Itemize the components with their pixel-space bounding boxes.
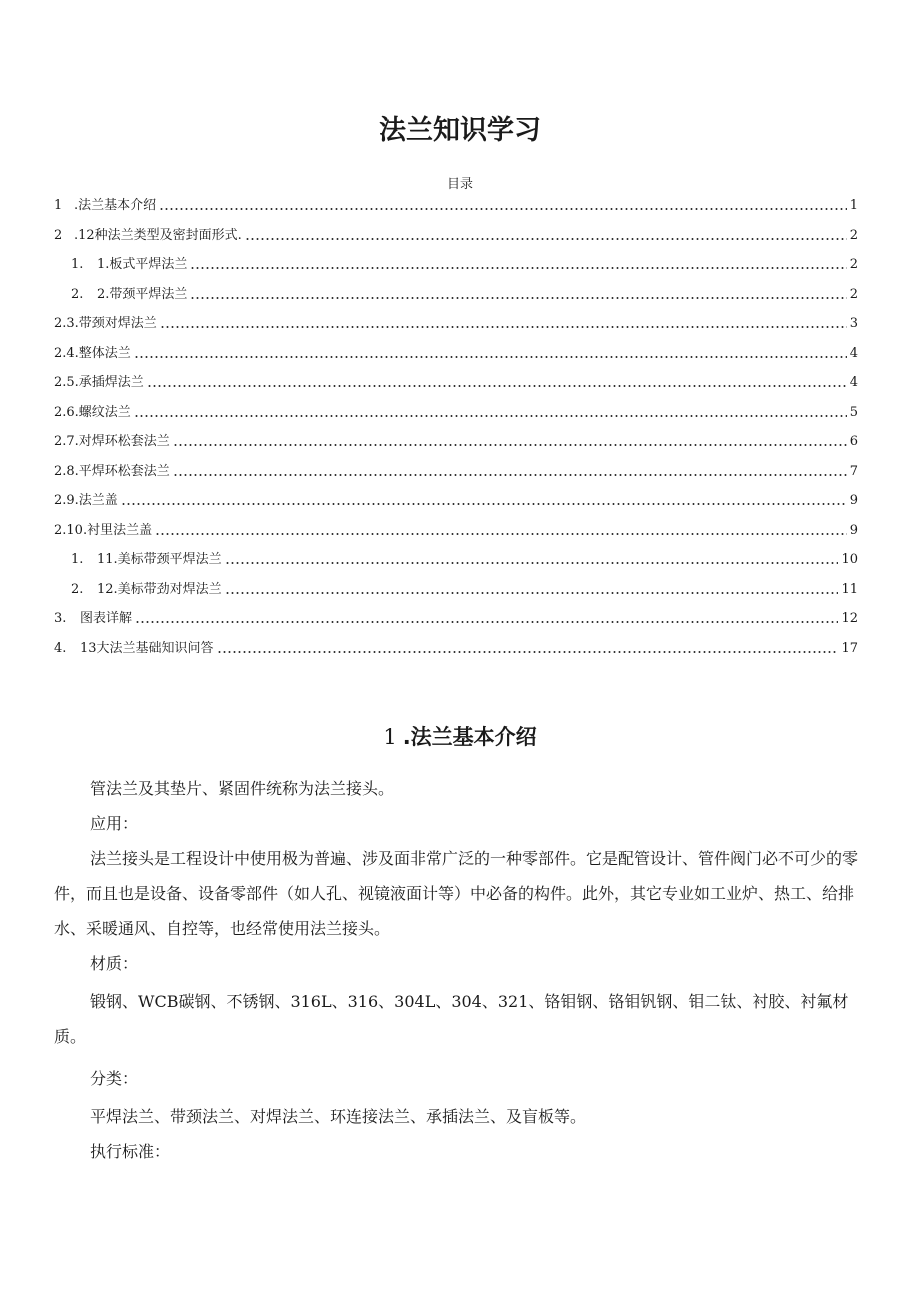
toc-dot-leader [134,356,847,358]
toc-entry-label [54,317,157,330]
toc-entry-label [54,524,152,537]
toc-entry-label [54,642,214,655]
toc-dot-leader [160,326,847,328]
toc-dot-leader [135,621,838,623]
section-title: .法兰基本介绍 [402,725,537,749]
toc-page-number: 3 [849,316,858,332]
toc-entry-label [54,494,118,507]
toc-entry-text: .法兰基本介绍 [74,198,157,214]
section-number: 1 [383,725,397,749]
toc-entry-text: 12.美标带劲对焊法兰 [97,581,222,597]
section-heading [0,721,920,751]
toc-entry-label [54,553,222,566]
toc-entry-text: 2.5.承插焊法兰 [54,375,144,391]
toc-dot-leader [190,267,846,269]
toc-dot-leader [173,474,847,476]
toc-entry[interactable] [54,368,858,398]
paragraph: 材质： [90,954,139,973]
toc-entry-number: 2 [54,227,63,243]
toc-dot-leader [173,444,847,446]
paragraph: 平焊法兰、带颈法兰、对焊法兰、环连接法兰、承插法兰、及盲板等。 [90,1107,587,1126]
toc-entry-text: 2.9.法兰盖 [54,493,118,509]
toc-entry-number: 2. [71,286,84,302]
toc-entry-text: 1.板式平焊法兰 [97,257,188,273]
toc-entry-number: 4. [54,640,67,656]
toc-page-number: 10 [841,552,858,568]
toc-entry-label [54,612,132,625]
toc-entry-text: 2.3.带颈对焊法兰 [54,316,157,332]
toc-entry-label [54,435,170,448]
toc-entry-text: 13大法兰基础知识问答 [80,640,214,656]
toc-entry-number: 3. [54,611,67,627]
toc-entry-text: .12种法兰类型及密封面形式. [74,227,242,243]
toc-page-number: 17 [841,640,858,656]
toc-entry[interactable] [54,457,858,487]
toc-dot-leader [217,651,839,653]
toc-entry-text: 2.7.对焊环松套法兰 [54,434,170,450]
toc-entry[interactable] [54,339,858,369]
toc-entry[interactable] [54,486,858,516]
toc-page-number: 6 [849,434,858,450]
toc-dot-leader [190,297,846,299]
toc-entry-label [54,376,144,389]
toc-entry-label [54,465,170,478]
toc-entry-number: 2. [71,581,84,597]
paragraph: 应用： [90,814,139,833]
toc-entry-text: 2.8.平焊环松套法兰 [54,463,170,479]
paragraph: 法兰接头是工程设计中使用极为普遍、涉及面非常广泛的一种零部件。它是配管设计、管件阀门必不可少的零件，而且也是设备、设备零部件（如人孔、视镜液面计等）中必备的构件。此外，其它专业如工业炉、热工、给排水、采暖通风、自控等，也经常使用法兰接头。 [54,849,859,938]
toc-page-number: 9 [849,522,858,538]
paragraph: 管法兰及其垫片、紧固件统称为法兰接头。 [90,779,395,798]
toc-entry-text: 2.10.衬里法兰盖 [54,522,153,538]
table-of-contents [54,191,858,663]
toc-entry-number: 1 [54,198,63,214]
toc-dot-leader [121,503,847,505]
toc-page-number: 4 [849,345,858,361]
toc-entry[interactable] [54,280,858,310]
toc-entry[interactable] [54,516,858,546]
toc-page-number: 5 [849,404,858,420]
toc-page-number: 7 [849,463,858,479]
toc-page-number: 9 [849,493,858,509]
toc-dot-leader [225,592,839,594]
toc-dot-leader [225,562,839,564]
toc-dot-leader [245,238,847,240]
toc-entry[interactable] [54,575,858,605]
toc-page-number: 2 [849,286,858,302]
toc-entry[interactable] [54,604,858,634]
toc-entry[interactable] [54,427,858,457]
toc-entry-label [54,258,187,271]
toc-entry-label [54,406,131,419]
paragraph: 分类： [90,1069,139,1088]
toc-entry-number: 1. [71,257,84,273]
toc-entry-text: 图表详解 [80,611,133,627]
paragraph: 执行标准： [90,1142,171,1161]
toc-entry-text: 2.4.整体法兰 [54,345,131,361]
toc-entry[interactable] [54,191,858,221]
toc-entry-label [54,347,131,360]
toc-page-number: 1 [849,198,858,214]
toc-entry-label [54,199,156,212]
paragraph: 锻钢、WCB碳钢、不锈钢、316L、316、304L、304、321、铬钼钢、铬钼钒钢、钼二钛、衬胶、衬氟材质。 [54,992,849,1046]
toc-heading: 目录 [446,177,473,192]
toc-page-number: 11 [841,581,858,597]
toc-entry-label [54,583,222,596]
toc-entry-label [54,229,242,242]
toc-entry-number: 1. [71,552,84,568]
toc-entry-text: 2.6.螺纹法兰 [54,404,131,420]
toc-dot-leader [155,533,847,535]
toc-dot-leader [159,208,847,210]
toc-dot-leader [147,385,847,387]
toc-entry-label [54,288,187,301]
toc-entry[interactable] [54,634,858,664]
toc-entry[interactable] [54,545,858,575]
toc-entry[interactable] [54,250,858,280]
toc-page-number: 2 [849,257,858,273]
toc-entry[interactable] [54,221,858,251]
toc-entry-text: 2.带颈平焊法兰 [97,286,188,302]
document-title: 法兰知识学习 [379,115,541,146]
toc-entry[interactable] [54,309,858,339]
toc-entry-text: 11.美标带颈平焊法兰 [97,552,222,568]
toc-entry[interactable] [54,398,858,428]
toc-page-number: 12 [841,611,858,627]
toc-page-number: 4 [849,375,858,391]
toc-dot-leader [134,415,847,417]
toc-page-number: 2 [849,227,858,243]
